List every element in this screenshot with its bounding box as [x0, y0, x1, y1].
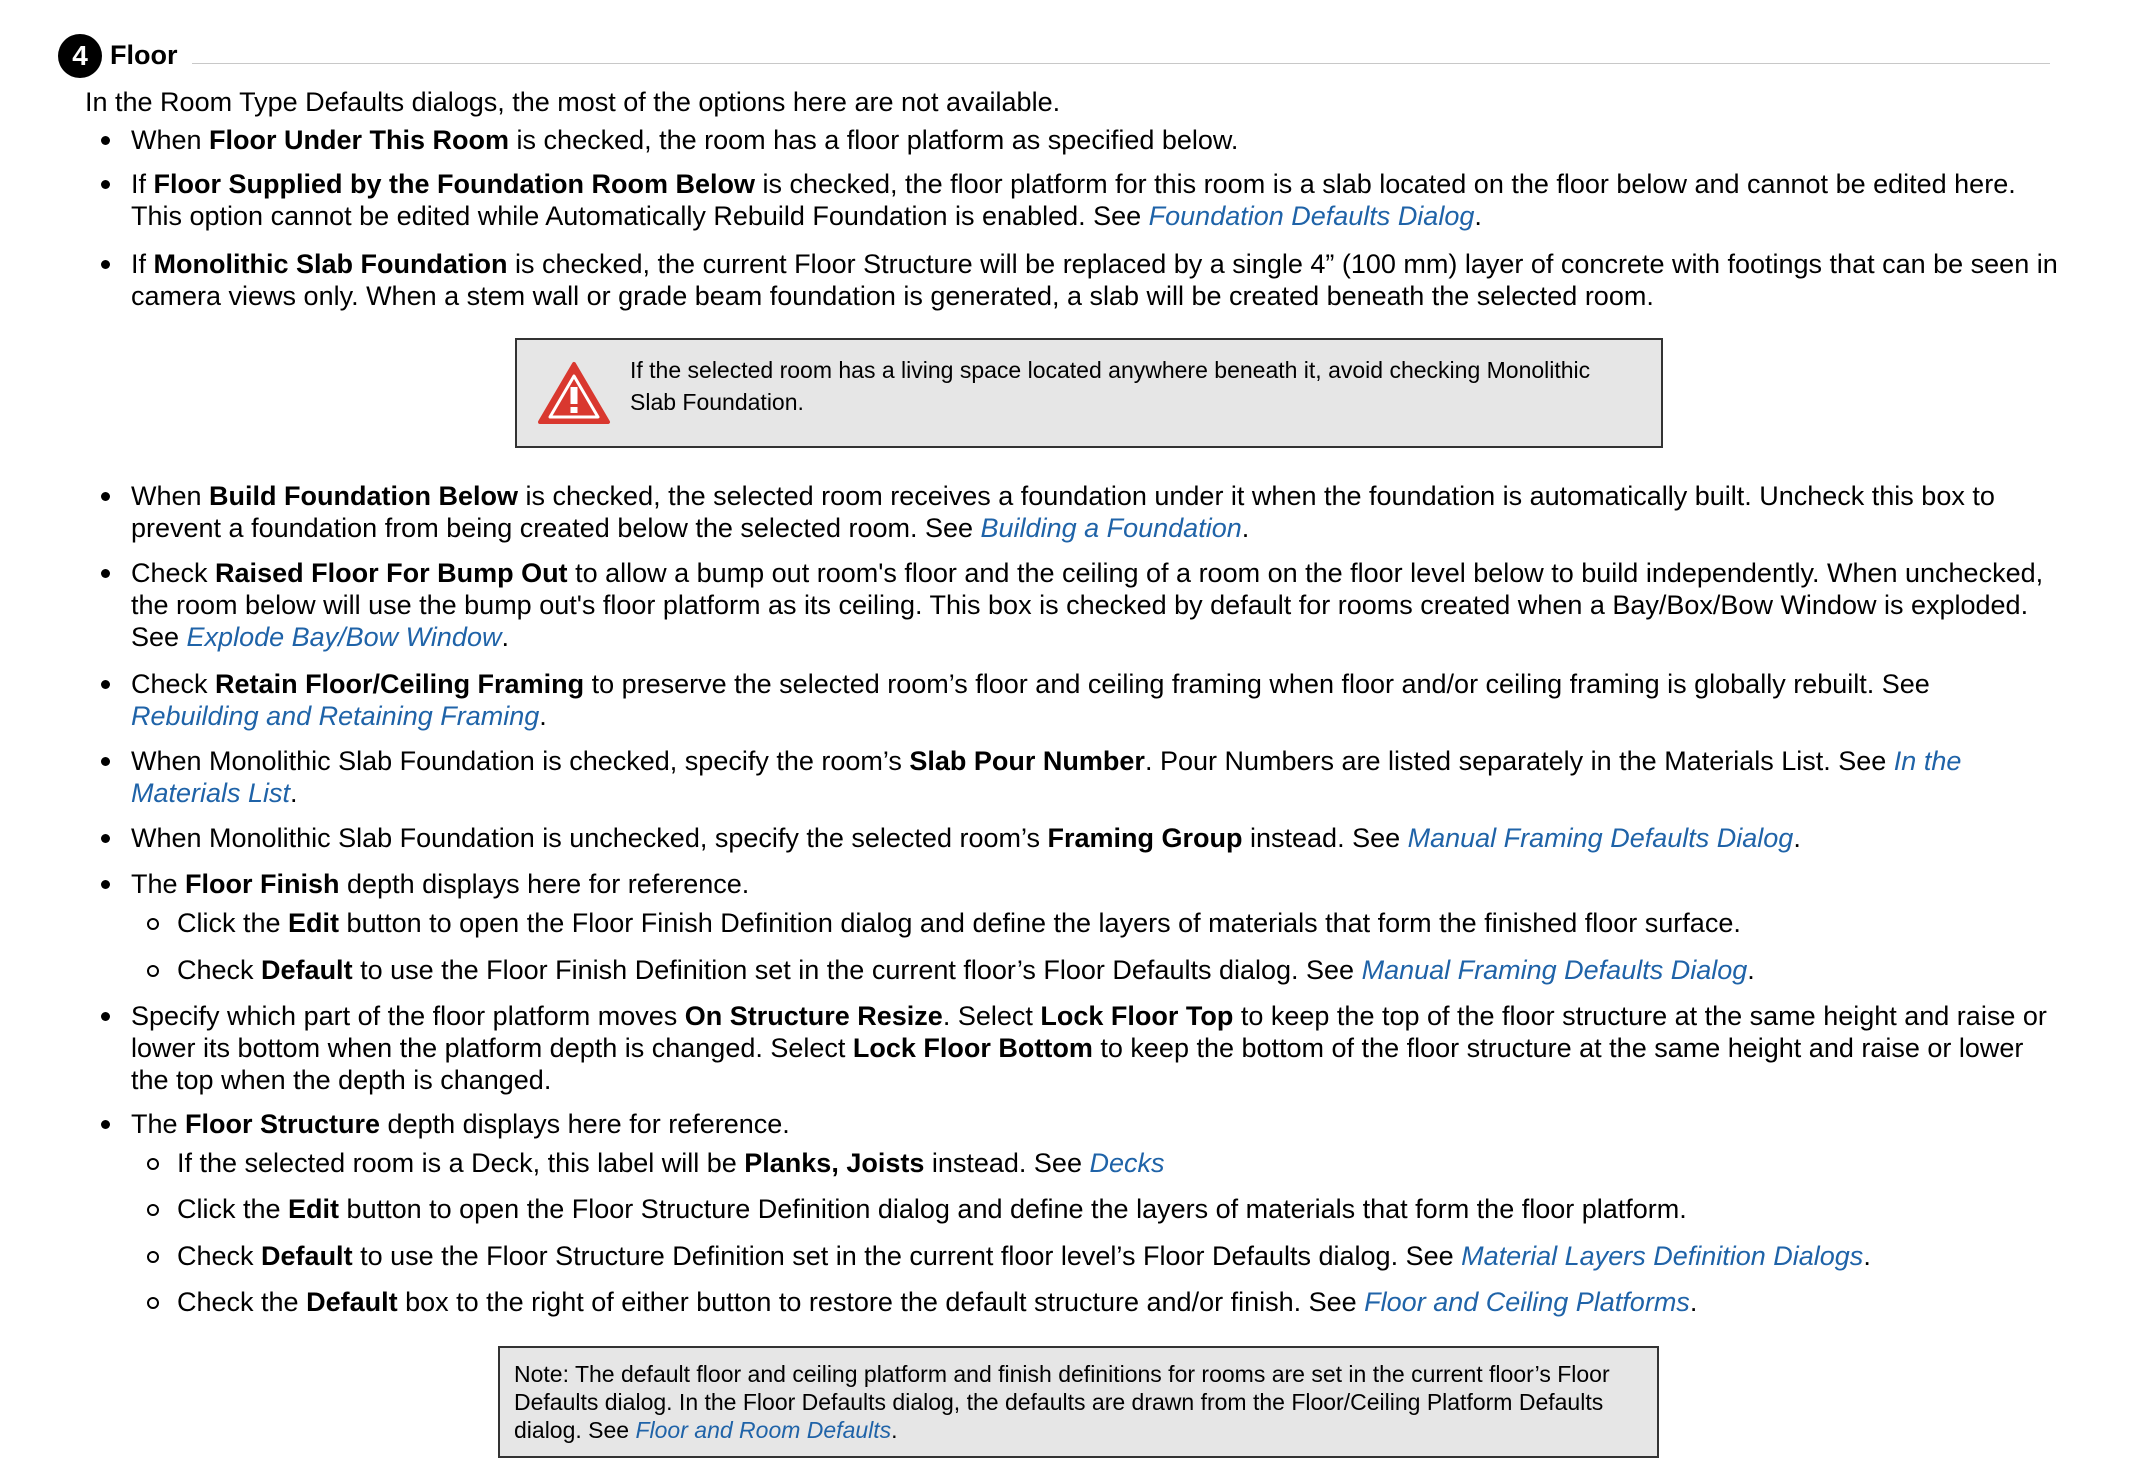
- list-item-floor-structure: The Floor Structure depth displays here for reference.: [131, 1108, 2061, 1140]
- link-manual-framing-defaults-2[interactable]: Manual Framing Defaults Dialog: [1361, 955, 1748, 985]
- sub-item-finish-edit: Click the Edit button to open the Floor Finish Definition dialog and define the layers of materials that form the finished floor surface.: [177, 907, 2061, 939]
- link-decks[interactable]: Decks: [1089, 1148, 1165, 1178]
- link-rebuilding-retaining-framing[interactable]: Rebuilding and Retaining Framing: [131, 701, 540, 731]
- heading-divider: [192, 63, 2050, 64]
- link-building-a-foundation[interactable]: Building a Foundation: [980, 513, 1242, 543]
- sub-item-finish-default: Check Default to use the Floor Finish Definition set in the current floor’s Floor Defaults dialog. See Manual Framing Defaults Dialog.: [177, 954, 2061, 986]
- note-callout: [498, 1346, 1659, 1458]
- link-foundation-defaults-dialog[interactable]: Foundation Defaults Dialog: [1148, 201, 1475, 231]
- intro-text: In the Room Type Defaults dialogs, the most of the options here are not available.: [85, 87, 1061, 117]
- list-item-on-structure-resize: Specify which part of the floor platform moves On Structure Resize. Select Lock Floor Top to keep the top of the floor structure at the same height and raise or lower its bottom when the platform depth is changed. Select Lock Floor Bottom to keep the bottom of the floor structure at the same height and raise or lower the top when the depth is changed.: [131, 1000, 2061, 1096]
- section-number-badge: 4: [58, 34, 102, 78]
- warning-triangle-icon: [537, 360, 611, 426]
- section-title: Floor: [110, 40, 178, 70]
- list-item-monolithic-slab: If Monolithic Slab Foundation is checked, the current Floor Structure will be replaced by a single 4” (100 mm) layer of concrete with footings that can be seen in camera views only. When a stem wall or grade beam foundation is generated, a slab will be created beneath the selected room.: [131, 248, 2061, 312]
- section-heading: [58, 34, 2050, 78]
- list-item-floor-finish: The Floor Finish depth displays here for reference.: [131, 868, 2061, 900]
- link-material-layers-definition[interactable]: Material Layers Definition Dialogs: [1461, 1241, 1864, 1271]
- list-item-slab-pour-number: When Monolithic Slab Foundation is checked, specify the room’s Slab Pour Number. Pour Numbers are listed separately in the Materials List. See In the Materials List.: [131, 745, 2061, 809]
- list-item-build-foundation-below: When Build Foundation Below is checked, the selected room receives a foundation under it when the foundation is automatically built. Uncheck this box to prevent a foundation from being created below the selected room. See Building a Foundation.: [131, 480, 2061, 544]
- sub-item-restore-default: Check the Default box to the right of either button to restore the default structure and/or finish. See Floor and Ceiling Platforms.: [177, 1286, 2061, 1318]
- warning-callout: [515, 338, 1663, 448]
- list-item-floor-supplied: If Floor Supplied by the Foundation Room Below is checked, the floor platform for this room is a slab located on the floor below and cannot be edited here. This option cannot be edited while Automatically Rebuild Foundation is enabled. See Foundation Defaults Dialog.: [131, 168, 2061, 232]
- note-text: Note: The default floor and ceiling platform and finish definitions for rooms are set in the current floor’s Floor Defaults dialog. In the Floor Defaults dialog, the defaults are drawn from the Floor/Ceiling Platform Defaults dialog. See Floor and Room Defaults.: [514, 1361, 1610, 1443]
- link-floor-ceiling-platforms[interactable]: Floor and Ceiling Platforms: [1364, 1287, 1690, 1317]
- list-item-framing-group: When Monolithic Slab Foundation is unchecked, specify the selected room’s Framing Group instead. See Manual Framing Defaults Dialog.: [131, 822, 2061, 854]
- list-item-raised-floor-bump-out: Check Raised Floor For Bump Out to allow a bump out room's floor and the ceiling of a room on the floor level below to build independently. When unchecked, the room below will use the bump out's floor platform as its ceiling. This box is checked by default for rooms created when a Bay/Box/Bow Window is exploded. See Explode Bay/Bow Window.: [131, 557, 2061, 653]
- sub-item-structure-edit: Click the Edit button to open the Floor Structure Definition dialog and define the layers of materials that form the floor platform.: [177, 1193, 2061, 1225]
- link-explode-bay-bow-window[interactable]: Explode Bay/Bow Window: [186, 622, 502, 652]
- warning-text: If the selected room has a living space located anywhere beneath it, avoid checking Monolithic Slab Foundation.: [630, 357, 1591, 415]
- list-item-floor-under-room: When Floor Under This Room is checked, the room has a floor platform as specified below.: [131, 124, 2061, 156]
- sub-item-structure-default: Check Default to use the Floor Structure Definition set in the current floor level’s Floor Defaults dialog. See Material Layers Definition Dialogs.: [177, 1240, 2061, 1272]
- link-manual-framing-defaults[interactable]: Manual Framing Defaults Dialog: [1407, 823, 1794, 853]
- sub-item-deck-label: If the selected room is a Deck, this label will be Planks, Joists instead. See Decks: [177, 1147, 2061, 1179]
- list-item-retain-framing: Check Retain Floor/Ceiling Framing to preserve the selected room’s floor and ceiling framing when floor and/or ceiling framing is globally rebuilt. See Rebuilding and Retaining Framing.: [131, 668, 2061, 732]
- link-floor-and-room-defaults[interactable]: Floor and Room Defaults: [635, 1417, 892, 1443]
- link-in-the-materials-list[interactable]: In the Materials List: [131, 746, 1962, 808]
